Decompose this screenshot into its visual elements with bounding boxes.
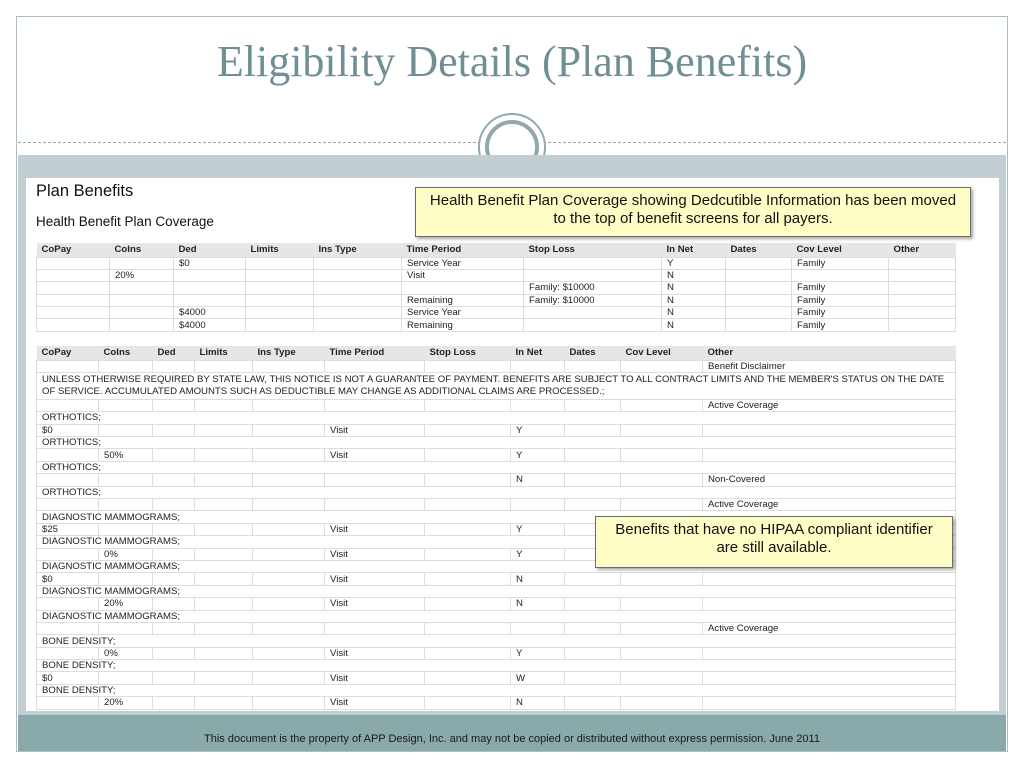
column-header: Cov Level xyxy=(792,243,889,257)
table-cell xyxy=(314,294,402,306)
table-cell xyxy=(425,697,511,709)
column-header: CoPay xyxy=(37,346,99,360)
table-row xyxy=(37,573,956,585)
table-cell: Family: $10000 xyxy=(524,282,662,294)
column-header: Dates xyxy=(565,346,621,360)
benefit-label: BONE DENSITY; xyxy=(37,684,956,696)
table-cell xyxy=(153,399,195,411)
table-cell: 20% xyxy=(110,269,174,281)
column-header: Other xyxy=(703,346,956,360)
table-cell xyxy=(174,282,246,294)
table-cell xyxy=(565,360,621,372)
table-row xyxy=(37,474,956,486)
table-cell: Y xyxy=(511,647,565,659)
table-cell xyxy=(565,647,621,659)
table-row xyxy=(37,499,956,511)
table-cell xyxy=(621,474,703,486)
table-cell xyxy=(253,672,325,684)
benefit-label-row xyxy=(37,585,956,597)
column-header: Other xyxy=(889,243,956,257)
column-header: Ins Type xyxy=(253,346,325,360)
table-cell xyxy=(37,598,99,610)
table-row xyxy=(37,449,956,461)
table-cell xyxy=(246,319,314,331)
table-cell xyxy=(195,573,253,585)
table-cell xyxy=(195,647,253,659)
table-cell xyxy=(253,647,325,659)
benefit-label: BONE DENSITY; xyxy=(37,660,956,672)
table-cell xyxy=(425,598,511,610)
table-row xyxy=(37,307,956,319)
table-cell: $0 xyxy=(37,424,99,436)
table-cell xyxy=(621,573,703,585)
table-cell xyxy=(425,449,511,461)
table-cell xyxy=(153,499,195,511)
table-cell xyxy=(37,647,99,659)
table-cell xyxy=(565,622,621,634)
table-cell: N xyxy=(662,282,726,294)
table-cell xyxy=(195,499,253,511)
table-cell xyxy=(565,499,621,511)
table-cell xyxy=(153,424,195,436)
deductible-table-header xyxy=(37,243,956,257)
table-row xyxy=(37,294,956,306)
table-cell: N xyxy=(511,598,565,610)
table-cell: 20% xyxy=(99,697,153,709)
table-cell xyxy=(153,697,195,709)
plan-benefits-screenshot xyxy=(26,178,999,711)
table-cell xyxy=(621,647,703,659)
table-cell xyxy=(195,523,253,535)
table-cell: Family xyxy=(792,294,889,306)
table-cell xyxy=(703,598,956,610)
table-cell xyxy=(565,573,621,585)
table-row xyxy=(37,672,956,684)
benefit-label: BONE DENSITY; xyxy=(37,635,956,647)
table-cell xyxy=(703,672,956,684)
benefit-label: DIAGNOSTIC MAMMOGRAMS; xyxy=(37,585,956,597)
table-cell xyxy=(726,319,792,331)
table-cell xyxy=(37,269,110,281)
table-cell xyxy=(325,474,425,486)
table-cell xyxy=(195,672,253,684)
table-cell xyxy=(195,548,253,560)
table-cell xyxy=(37,294,110,306)
table-cell: 0% xyxy=(99,647,153,659)
benefit-label: DIAGNOSTIC MAMMOGRAMS; xyxy=(37,511,956,523)
table-cell xyxy=(110,282,174,294)
table-cell xyxy=(703,424,956,436)
table-cell xyxy=(524,319,662,331)
table-row xyxy=(37,282,956,294)
column-header: Stop Loss xyxy=(524,243,662,257)
benefit-label-row xyxy=(37,461,956,473)
table-cell xyxy=(565,672,621,684)
table-cell: Family xyxy=(792,257,889,269)
table-cell xyxy=(621,424,703,436)
table-cell: Active Coverage xyxy=(703,622,956,634)
table-row xyxy=(37,319,956,331)
table-cell: $0 xyxy=(37,573,99,585)
table-row xyxy=(37,399,956,411)
table-cell xyxy=(621,697,703,709)
table-cell: 50% xyxy=(99,449,153,461)
table-cell: N xyxy=(662,294,726,306)
table-cell xyxy=(253,499,325,511)
column-header: Stop Loss xyxy=(425,346,511,360)
column-header: CoIns xyxy=(110,243,174,257)
table-cell xyxy=(153,622,195,634)
table-cell xyxy=(174,294,246,306)
table-cell: $4000 xyxy=(174,319,246,331)
table-cell xyxy=(253,523,325,535)
table-row xyxy=(37,697,956,709)
table-cell xyxy=(153,523,195,535)
table-cell xyxy=(726,294,792,306)
table-cell xyxy=(703,573,956,585)
table-cell xyxy=(153,548,195,560)
benefit-label: ORTHOTICS; xyxy=(37,412,956,424)
table-cell xyxy=(511,622,565,634)
table-cell xyxy=(314,307,402,319)
benefit-label: ORTHOTICS; xyxy=(37,437,956,449)
table-cell xyxy=(37,360,99,372)
table-cell: Family xyxy=(792,282,889,294)
table-row xyxy=(37,598,956,610)
table-cell xyxy=(425,548,511,560)
table-cell xyxy=(153,360,195,372)
hipaa-callout: Benefits that have no HIPAA compliant identifier are still available. xyxy=(595,516,953,568)
table-cell xyxy=(511,399,565,411)
table-cell: Remaining xyxy=(402,294,524,306)
table-cell: Visit xyxy=(325,598,425,610)
benefit-label: ORTHOTICS; xyxy=(37,461,956,473)
table-cell xyxy=(246,294,314,306)
column-header: CoIns xyxy=(99,346,153,360)
table-cell xyxy=(253,598,325,610)
benefit-label-row xyxy=(37,412,956,424)
table-cell xyxy=(565,598,621,610)
table-cell xyxy=(524,307,662,319)
table-cell xyxy=(99,424,153,436)
column-header: In Net xyxy=(511,346,565,360)
table-cell xyxy=(195,474,253,486)
table-cell: N xyxy=(511,474,565,486)
table-cell xyxy=(195,449,253,461)
table-cell xyxy=(153,449,195,461)
table-cell xyxy=(703,697,956,709)
table-cell: N xyxy=(511,573,565,585)
table-cell xyxy=(425,573,511,585)
column-header: Limits xyxy=(246,243,314,257)
column-header: CoPay xyxy=(37,243,110,257)
table-cell xyxy=(99,399,153,411)
table-cell: Visit xyxy=(325,523,425,535)
table-cell xyxy=(37,449,99,461)
table-cell xyxy=(195,360,253,372)
table-cell xyxy=(792,269,889,281)
table-cell: W xyxy=(511,672,565,684)
table-cell xyxy=(703,449,956,461)
table-cell xyxy=(621,360,703,372)
table-cell xyxy=(425,499,511,511)
table-cell xyxy=(889,282,956,294)
table-cell xyxy=(565,697,621,709)
table-cell xyxy=(253,548,325,560)
table-cell xyxy=(621,598,703,610)
table-cell xyxy=(37,474,99,486)
column-header: Ded xyxy=(153,346,195,360)
table-cell xyxy=(621,672,703,684)
column-header: Time Period xyxy=(402,243,524,257)
table-cell xyxy=(153,573,195,585)
table-cell xyxy=(110,319,174,331)
table-cell xyxy=(314,282,402,294)
table-cell xyxy=(153,672,195,684)
table-row xyxy=(37,622,956,634)
table-cell xyxy=(889,307,956,319)
table-cell xyxy=(37,282,110,294)
table-cell xyxy=(425,399,511,411)
table-cell xyxy=(325,399,425,411)
table-cell xyxy=(726,269,792,281)
table-cell: Visit xyxy=(325,424,425,436)
table-row xyxy=(37,257,956,269)
table-row xyxy=(37,424,956,436)
column-header: Ded xyxy=(174,243,246,257)
table-row xyxy=(37,647,956,659)
table-cell: Family xyxy=(792,307,889,319)
table-cell: N xyxy=(662,319,726,331)
table-cell xyxy=(314,269,402,281)
benefit-label-row xyxy=(37,660,956,672)
table-cell xyxy=(511,499,565,511)
table-cell xyxy=(889,319,956,331)
table-cell xyxy=(195,598,253,610)
table-cell xyxy=(253,399,325,411)
benefit-label-row xyxy=(37,610,956,622)
table-cell: Service Year xyxy=(402,257,524,269)
table-cell xyxy=(153,474,195,486)
table-cell xyxy=(253,360,325,372)
table-cell xyxy=(253,474,325,486)
table-cell xyxy=(99,573,153,585)
table-cell xyxy=(621,399,703,411)
table-cell: Active Coverage xyxy=(703,399,956,411)
table-cell xyxy=(110,294,174,306)
table-cell xyxy=(37,697,99,709)
table-cell: 20% xyxy=(99,598,153,610)
table-cell xyxy=(174,269,246,281)
table-cell: N xyxy=(662,269,726,281)
table-cell xyxy=(195,399,253,411)
benefit-label: UNLESS OTHERWISE REQUIRED BY STATE LAW, THIS NOTICE IS NOT A GUARANTEE OF PAYMENT. BENEFITS ARE SUBJECT TO ALL CONTRACT LIMITS AND THE MEMBER'S STATUS ON THE DATE OF SERVICE. ACCUMULATED AMOUNTS SUCH AS DEDUCTIBLE MAY CHANGE AS ADDITIONAL CLAIMS ARE PROCESSED.; xyxy=(37,372,956,399)
table-cell: Y xyxy=(511,523,565,535)
benefit-label: DIAGNOSTIC MAMMOGRAMS; xyxy=(37,610,956,622)
table-cell xyxy=(726,282,792,294)
table-cell xyxy=(99,474,153,486)
table-cell xyxy=(425,523,511,535)
table-cell: Visit xyxy=(325,573,425,585)
table-cell: Visit xyxy=(402,269,524,281)
table-cell xyxy=(37,399,99,411)
deductible-callout: Health Benefit Plan Coverage showing Dedcutible Information has been moved to the top of benefit screens for all payers. xyxy=(415,187,971,237)
benefit-label-row xyxy=(37,486,956,498)
table-cell xyxy=(153,647,195,659)
table-cell xyxy=(425,474,511,486)
table-cell xyxy=(99,672,153,684)
table-cell xyxy=(425,360,511,372)
column-header: Cov Level xyxy=(621,346,703,360)
table-cell: Visit xyxy=(325,647,425,659)
table-cell xyxy=(37,548,99,560)
table-cell xyxy=(314,257,402,269)
benefit-label: DIAGNOSTIC MAMMOGRAMS; xyxy=(37,560,956,572)
table-cell xyxy=(153,598,195,610)
table-row xyxy=(37,360,956,372)
table-cell xyxy=(425,622,511,634)
deductible-table xyxy=(36,243,956,332)
table-cell xyxy=(511,360,565,372)
table-cell: Benefit Disclaimer xyxy=(703,360,956,372)
benefit-label: DIAGNOSTIC MAMMOGRAMS; xyxy=(37,536,956,548)
table-cell: $0 xyxy=(174,257,246,269)
table-cell xyxy=(889,257,956,269)
table-cell xyxy=(325,499,425,511)
table-cell xyxy=(889,294,956,306)
table-cell xyxy=(195,697,253,709)
table-cell: 0% xyxy=(99,548,153,560)
column-header: Limits xyxy=(195,346,253,360)
table-cell xyxy=(37,622,99,634)
benefit-label-row xyxy=(37,437,956,449)
benefits-table-header xyxy=(37,346,956,360)
table-cell xyxy=(253,449,325,461)
table-cell: N xyxy=(511,697,565,709)
column-header: In Net xyxy=(662,243,726,257)
table-cell xyxy=(110,257,174,269)
table-cell: Visit xyxy=(325,672,425,684)
table-cell: Service Year xyxy=(402,307,524,319)
panel-subheading: Health Benefit Plan Coverage xyxy=(36,214,214,229)
table-cell: Family: $10000 xyxy=(524,294,662,306)
table-cell xyxy=(621,622,703,634)
table-cell xyxy=(425,647,511,659)
table-cell xyxy=(565,399,621,411)
column-header: Time Period xyxy=(325,346,425,360)
table-cell xyxy=(703,647,956,659)
table-cell: $4000 xyxy=(174,307,246,319)
table-cell xyxy=(253,622,325,634)
table-cell xyxy=(37,319,110,331)
table-cell xyxy=(565,424,621,436)
table-cell xyxy=(195,424,253,436)
table-cell xyxy=(99,360,153,372)
table-cell xyxy=(99,523,153,535)
table-cell xyxy=(253,424,325,436)
table-cell: Y xyxy=(511,449,565,461)
table-cell xyxy=(726,307,792,319)
table-cell xyxy=(195,622,253,634)
table-cell xyxy=(621,449,703,461)
table-cell xyxy=(524,257,662,269)
table-cell: Remaining xyxy=(402,319,524,331)
table-cell xyxy=(889,269,956,281)
table-cell: $0 xyxy=(37,672,99,684)
table-cell xyxy=(726,257,792,269)
table-cell xyxy=(325,622,425,634)
table-cell xyxy=(110,307,174,319)
table-cell xyxy=(99,622,153,634)
table-cell xyxy=(253,573,325,585)
table-cell xyxy=(325,360,425,372)
table-cell: Visit xyxy=(325,548,425,560)
table-cell: Y xyxy=(511,424,565,436)
table-cell xyxy=(621,499,703,511)
table-cell xyxy=(524,269,662,281)
table-cell: Visit xyxy=(325,449,425,461)
benefit-label-row xyxy=(37,372,956,399)
column-header: Dates xyxy=(726,243,792,257)
table-cell: N xyxy=(662,307,726,319)
table-cell xyxy=(402,282,524,294)
table-cell xyxy=(565,474,621,486)
slide-title: Eligibility Details (Plan Benefits) xyxy=(216,37,808,86)
table-cell xyxy=(246,307,314,319)
column-header: Ins Type xyxy=(314,243,402,257)
table-cell xyxy=(99,499,153,511)
table-cell xyxy=(246,282,314,294)
table-cell xyxy=(253,697,325,709)
table-cell xyxy=(425,672,511,684)
table-cell xyxy=(37,307,110,319)
table-cell: $25 xyxy=(37,523,99,535)
table-cell: Active Coverage xyxy=(703,499,956,511)
table-cell xyxy=(246,269,314,281)
table-cell xyxy=(246,257,314,269)
benefit-label-row xyxy=(37,635,956,647)
table-cell xyxy=(37,257,110,269)
panel-heading: Plan Benefits xyxy=(36,182,134,200)
table-cell xyxy=(565,449,621,461)
table-cell xyxy=(425,424,511,436)
table-cell: Y xyxy=(511,548,565,560)
benefit-label: ORTHOTICS; xyxy=(37,486,956,498)
table-cell: Y xyxy=(662,257,726,269)
table-cell xyxy=(314,319,402,331)
table-row xyxy=(37,269,956,281)
table-cell: Family xyxy=(792,319,889,331)
benefit-label-row xyxy=(37,684,956,696)
table-cell: Non-Covered xyxy=(703,474,956,486)
table-cell: Visit xyxy=(325,697,425,709)
footer-text: This document is the property of APP Design, Inc. and may not be copied or distributed without express permission. June 2011 xyxy=(204,733,820,745)
table-cell xyxy=(37,499,99,511)
